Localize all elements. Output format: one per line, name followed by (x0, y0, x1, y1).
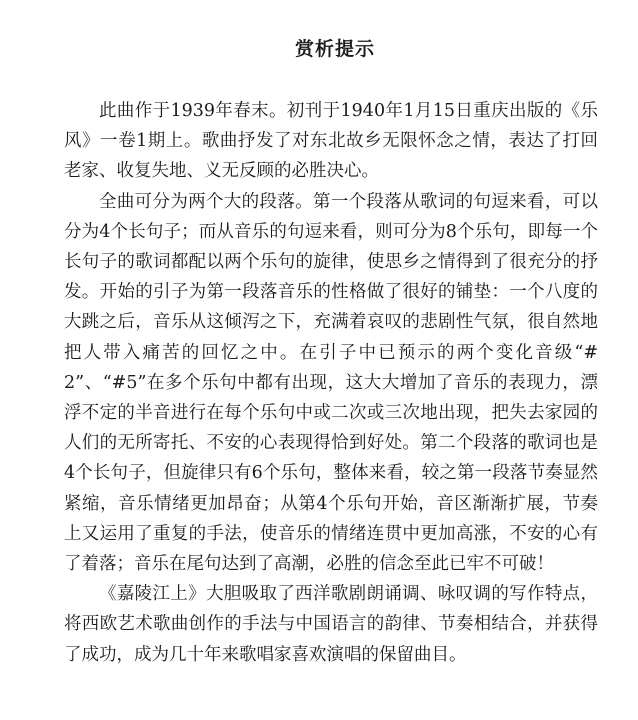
paragraph-structure-analysis: 全曲可分为两个大的段落。第一个段落从歌词的句逗来看，可以分为4个长句子；而从音乐的句逗来看，则可分为8个乐句，即每一个长句子的歌词都配以两个乐句的旋律，使思乡之情得到了很充分的抒发。开始的引子为第一段落音乐的性格做了很好的铺垫：一个八度的大跳之后，音乐从这倾泻之下，充满着哀叹的悲剧性气氛，很自然地把人带入痛苦的回忆之中。在引子中已预示的两个变化音级“#2”、“#5”在多个乐句中都有出现，这大大增加了音乐的表现力，漂浮不定的半音进行在每个乐句中或二次或三次地出现，把失去家园的人们的无所寄托、不安的心表现得恰到好处。第二个段落的歌词也是4个长句子，但旋律只有6个乐句，整体来看，较之第一段落节奏显然紧缩，音乐情绪更加昂奋；从第4个乐句开始，音区渐渐扩展，节奏上又运用了重复的手法，使音乐的情绪连贯中更加高涨，不安的心有了着落；音乐在尾句达到了高潮，必胜的信念至此已牢不可破！ (64, 191, 598, 575)
section-title: 赏析提示 (294, 38, 375, 60)
paragraph-significance: 《嘉陵江上》大胆吸取了西洋歌剧朗诵调、咏叹调的写作特点，将西欧艺术歌曲创作的手法与中国语言的韵律、节奏相结合，并获得了成功，成为几十年来歌唱家喜欢演唱的保留曲目。 (64, 584, 598, 665)
paragraph-background: 此曲作于1939年春末。初刊于1940年1月15日重庆出版的《乐风》一卷1期上。歌曲抒发了对东北故乡无限怀念之情，表达了打回老家、收复失地、义无反顾的必胜决心。 (64, 101, 598, 182)
